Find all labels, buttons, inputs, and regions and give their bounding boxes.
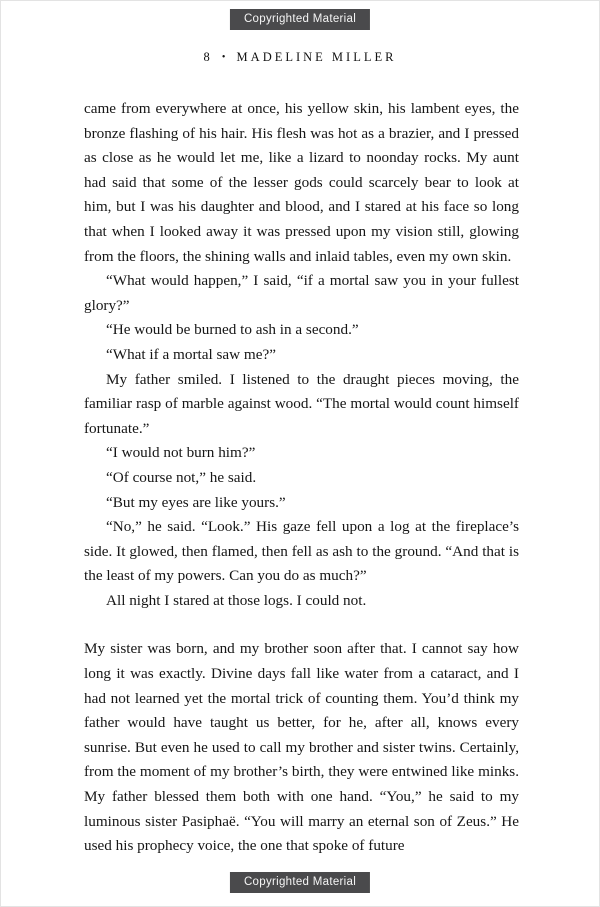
- copyright-banner-top-label: Copyrighted Material: [243, 13, 357, 25]
- bullet-separator: •: [221, 52, 226, 63]
- body-paragraph: “Of course not,” he said.: [106, 468, 257, 486]
- body-paragraph: “No,” he said. “Look.” His gaze fell upon a log at the fireplace’s side. It glowed, then flamed, then fell as ash to the ground. “And that is the least of my powers. Can you do as much?”: [84, 518, 519, 585]
- copyright-banner-top: [230, 9, 370, 30]
- body-paragraph: came from everywhere at once, his yellow skin, his lambent eyes, the bronze flashing of his hair. His flesh was hot as a brazier, and I pressed as close as he would let me, like a lizard to noonday rocks. My aunt had said that some of the lesser gods could scarcely bear to look at him, but I was his daughter and blood, and I stared at his face so long that when I looked away it was pressed upon my vision still, glowing from the floors, the shining walls and inlaid tables, even my own skin.: [84, 100, 519, 265]
- running-header: [1, 50, 599, 65]
- author-name: MADELINE MILLER: [236, 50, 397, 64]
- page-body: [84, 97, 519, 859]
- copyright-banner-bottom: [230, 872, 370, 893]
- body-paragraph: My sister was born, and my brother soon after that. I cannot say how long it was exactly. Divine days fall like water from a cataract, and I had not learned yet the mortal trick of counting them. You’d think my father would have taught us better, for he, after all, knows every sunrise. But even he used to call my brother and sister twins. Certainly, from the moment of my brother’s birth, they were entwined like minks. My father blessed them both with one hand. “You,” he said to my luminous sister Pasiphaë. “You will marry an eternal son of Zeus.” He used his prophecy voice, the one that spoke of future: [84, 640, 519, 855]
- body-paragraph: “He would be burned to ash in a second.”: [106, 321, 359, 339]
- page-number: 8: [203, 50, 211, 64]
- body-paragraph: “What if a mortal saw me?”: [106, 345, 276, 363]
- body-paragraph: “I would not burn him?”: [106, 444, 256, 462]
- body-paragraph: My father smiled. I listened to the draught pieces moving, the familiar rasp of marble against wood. “The mortal would count himself fortunate.”: [84, 370, 519, 437]
- copyright-banner-bottom-label: Copyrighted Material: [243, 876, 357, 888]
- body-paragraph: “What would happen,” I said, “if a mortal saw you in your fullest glory?”: [84, 272, 519, 314]
- body-paragraph: All night I stared at those logs. I could not.: [106, 591, 367, 609]
- body-paragraph: “But my eyes are like yours.”: [106, 493, 286, 511]
